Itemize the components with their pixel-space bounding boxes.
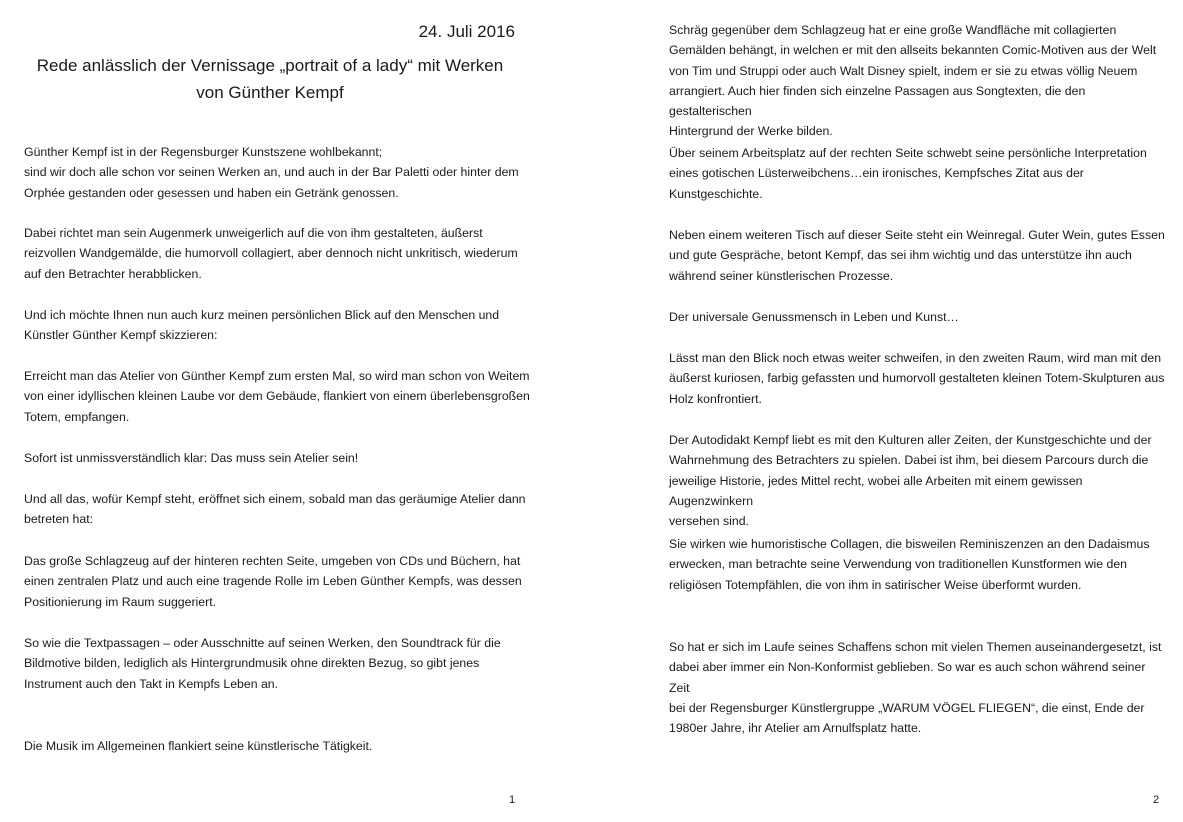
paragraph: Der Autodidakt Kempf liebt es mit den Kulturen aller Zeiten, der Kunstgeschichte und der Wahrnehmung des Betrachters zu spielen. Dabei ist ihm, bei diesem Parcours durch die jeweilige Historie, jedes Mittel recht, wobei alle Arbeiten mit einem gewissen Augenzwinkern versehen sind. <box>669 433 1152 529</box>
paragraph: Die Musik im Allgemeinen flankiert seine künstlerische Tätigkeit. <box>24 739 373 753</box>
paragraph: Der universale Genussmensch in Leben und Kunst… <box>669 310 959 324</box>
paragraph: Schräg gegenüber dem Schlagzeug hat er eine große Wandfläche mit collagierten Gemälden behängt, in welchen er mit den allseits bekannten Comic-Motiven aus der Welt von Tim und Struppi oder auch Walt Disney spielt, indem er sie zu etwas völlig Neuem arrangiert. Auch hier finden sich einzelne Passagen aus Songtexten, die den gestalterischen Hintergrund der Werke bilden. <box>669 23 1157 139</box>
paragraph: So wie die Textpassagen – oder Ausschnitte auf seinen Werken, den Soundtrack für die Bildmotive bilden, lediglich als Hintergrundmusik ohne direkten Bezug, so gibt jenes Instrument auch den Takt in Kempfs Leben an. <box>24 636 501 691</box>
paragraph: Und all das, wofür Kempf steht, eröffnet sich einem, sobald man das geräumige Atelier dann betreten hat: <box>24 492 526 527</box>
paragraph: Dabei richtet man sein Augenmerk unweigerlich auf die von ihm gestalteten, äußerst reizvollen Wandgemälde, die humorvoll collagiert, aber dennoch nicht unkritisch, wiederum auf den Betrachter herabblicken. <box>24 226 518 281</box>
paragraph: Über seinem Arbeitsplatz auf der rechten Seite schwebt seine persönliche Interpretation eines gotischen Lüsterweibchens…ein ironisches, Kempfsches Zitat aus der Kunstgeschichte. <box>669 146 1147 201</box>
document-title-line-1: Rede anlässlich der Vernissage „portrait of a lady“ mit Werken <box>36 56 504 75</box>
paragraph: Sie wirken wie humoristische Collagen, die bisweilen Reminiszenzen an den Dadaismus erwecken, man betrachte seine Verwendung von traditionellen Kunstformen wie den religiösen Totempfählen, die von ihm in satirischer Weise überformt wurden. <box>669 537 1150 592</box>
paragraph: Lässt man den Blick noch etwas weiter schweifen, in den zweiten Raum, wird man mit den äußerst kuriosen, farbig gefassten und humorvoll gestalteten kleinen Totem-Skulpturen aus Holz konfrontiert. <box>669 351 1165 406</box>
document-date: 24. Juli 2016 <box>418 22 515 41</box>
paragraph: So hat er sich im Laufe seines Schaffens schon mit vielen Themen auseinandergesetzt, ist dabei aber immer ein Non-Konformist geblieben. So war es auch schon während seiner Zeit bei der Regensburger Künstlergruppe „WARUM VÖGEL FLIEGEN“, die einst, Ende der 1980er Jahre, ihr Atelier am Arnulfsplatz hatte. <box>669 640 1162 736</box>
paragraph: Günther Kempf ist in der Regensburger Kunstszene wohlbekannt; sind wir doch alle schon vor seinen Werken an, und auch in der Bar Paletti oder hinter dem Orphée gestanden oder gesessen und haben ein Getränk genossen. <box>24 145 519 200</box>
document-title <box>0 52 540 106</box>
paragraph: Sofort ist unmissverständlich klar: Das muss sein Atelier sein! <box>24 451 359 465</box>
document-page-left <box>0 0 560 822</box>
page-number: 2 <box>1153 794 1160 806</box>
paragraph: Erreicht man das Atelier von Günther Kempf zum ersten Mal, so wird man schon von Weitem von einer idyllischen kleinen Laube vor dem Gebäude, flankiert von einem überlebensgroßen Totem, empfangen. <box>24 369 530 424</box>
paragraph: Das große Schlagzeug auf der hinteren rechten Seite, umgeben von CDs und Büchern, hat einen zentralen Platz und auch eine tragende Rolle im Leben Günther Kempfs, was dessen Positionierung im Raum suggeriert. <box>24 554 522 609</box>
page-number: 1 <box>509 794 516 806</box>
paragraph: Und ich möchte Ihnen nun auch kurz meinen persönlichen Blick auf den Menschen und Künstler Günther Kempf skizzieren: <box>24 308 500 343</box>
document-title-line-2: von Günther Kempf <box>196 83 344 102</box>
document-page-right <box>600 0 1183 822</box>
paragraph: Neben einem weiteren Tisch auf dieser Seite steht ein Weinregal. Guter Wein, gutes Essen und gute Gespräche, betont Kempf, das sei ihm wichtig und das unterstütze ihn auch während seiner künstlerischen Prozesse. <box>669 228 1165 283</box>
